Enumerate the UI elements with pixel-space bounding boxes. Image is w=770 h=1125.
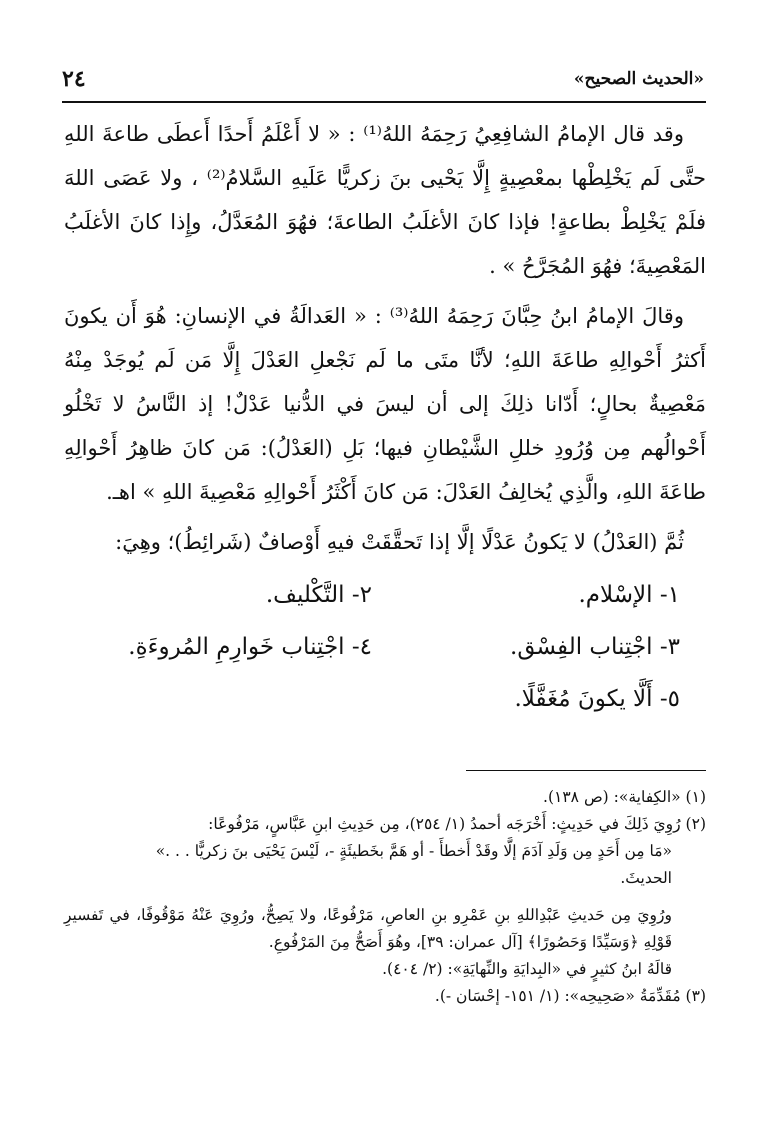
page-header: [62, 62, 704, 96]
page-number: ٢٤: [62, 66, 86, 92]
footnote-2-second-narration: ورُوِيَ مِن حَديثِ عَبْدِاللهِ بنِ عَمْرِو بنِ العاصِ، مَرْفُوعًا، ولا يَصِحُّ، ورُوِيَ عَنْهُ مَوْقُوفًا، في تَفسيرِ قَوْلِهِ ﴿وَسَيِّدًا وَحَصُورًا﴾ [آل عمران: ٣٩]، وهُوَ أَصَحُّ مِنَ المَرْفُوعِ.: [64, 906, 672, 951]
paragraph-ibn-hibban-quote: وقالَ الإمامُ ابنُ حِبَّانَ رَحِمَهُ اللهُ⁽³⁾ : « العَدالَةُ في الإنسانِ: هُوَ أَن يكونَ أَكثرُ أَحْوالِهِ طاعَةَ اللهِ؛ لأنَّا متَى ما لَم نَجْعلِ العَدْلَ إِلَّا مَن لَم يُوجَدْ مِنْهُ مَعْصِيةٌ بحالٍ؛ أَدّانا ذلِكَ إلى أن ليسَ في الدُّنيا عَدْلٌ! إذ النَّاسُ لا تَخْلُو أَحْوالُهم مِن وُرُودِ خللِ الشَّيْطانِ فيها؛ بَلِ (العَدْلُ): مَن كانَ ظاهِرُ أَحْوالِهِ طاعَةَ اللهِ، والَّذِي يُخالِفُ العَدْلَ: مَن كانَ أَكْثَرُ أَحْوالِهِ مَعْصِيةَ اللهِ » اهـ.: [64, 304, 706, 504]
footnote-2-hadith: «مَا مِن أَحَدٍ مِن وَلَدِ آدَمَ إلَّا وقَدْ أَخطأَ - أو هَمَّ بخَطيئَةٍ -، لَيْسَ يَحْيَى بنَ زكريًّا . . .»: [155, 842, 672, 860]
footnotes: [64, 784, 706, 1010]
footnote-1: (١) «الكِفاية»: (ص ١٣٨).: [543, 788, 706, 806]
running-title: «الحديث الصحيح»: [573, 69, 704, 89]
condition-item: ١- الإسْلام.: [578, 582, 680, 608]
conditions-list: [64, 572, 706, 722]
paragraph-shafii-quote: وقد قال الإمامُ الشافِعِيُ رَحِمَهُ اللهُ⁽¹⁾ : « لا أَعْلَمُ أَحدًا أَعطَى طاعةَ اللهِ حتَّى لَم يَخْلِطْها بمعْصِيةٍ إِلَّا يَحْيى بنَ زكريًّا عَلَيهِ السَّلامُ⁽²⁾ ، ولا عَصَى اللهَ فلَمْ يَخْلِطْ بطاعةٍ! فإذا كانَ الأغلَبُ الطاعةَ؛ فهُوَ المُعَدَّلُ، وإِذا كانَ الأغلَبُ المَعْصِيةَ؛ فهُوَ المُجَرَّحُ » .: [64, 122, 706, 278]
condition-item: ٣- اجْتِناب الفِسْق.: [510, 634, 680, 660]
main-text: [64, 112, 706, 722]
condition-item: ٥- أَلَّا يكونَ مُغَفَّلًا.: [514, 686, 680, 712]
footnote-2-hadith-end: الحديثَ.: [620, 869, 672, 887]
footnote-2-source: قالَهُ ابنُ كثيرٍ في «البِدايَةِ والنِّهايَةِ»: (٢/ ٤٠٤).: [382, 960, 672, 978]
footnote-3: (٣) مُقَدِّمَةُ «صَحِيحِه»: (١/ ١٥١- إحْسَان -).: [434, 987, 706, 1005]
paragraph-conditions-intro: ثُمَّ (العَدْلُ) لا يَكونُ عَدْلًا إلَّا إذا تَحقَّقَتْ فيهِ أَوْصافٌ (شَرائِطُ)؛ وهِيَ:: [115, 530, 684, 554]
header-rule: [62, 101, 706, 103]
condition-item: ٤- اجْتِناب خَوارِمِ المُروءَةِ.: [128, 634, 372, 660]
footnote-2: (٢) رُوِيَ ذَلِكَ في حَدِيثٍ: أَخْرَجَه أحمدُ (١/ ٢٥٤)، مِن حَدِيثِ ابنِ عَبَّاسٍ، مَرْفُوعًا:: [208, 815, 706, 833]
condition-item: ٢- التَّكْليف.: [265, 582, 372, 608]
footnote-separator: [466, 770, 706, 771]
